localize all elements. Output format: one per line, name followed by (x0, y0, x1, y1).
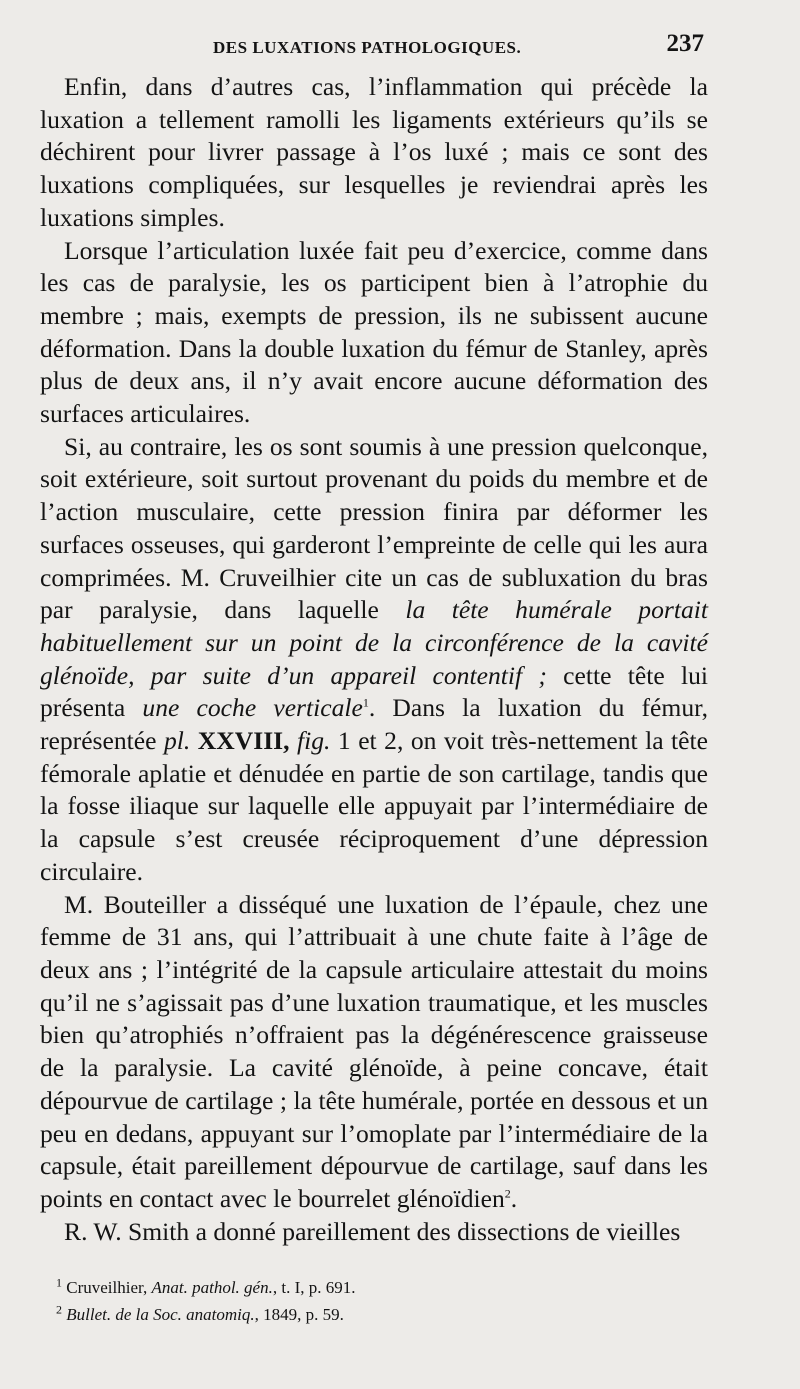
text-run: cette tête lui présenta (40, 660, 708, 723)
figure-label: fig. (297, 726, 331, 756)
paragraph-3 (40, 431, 708, 889)
body-text (40, 71, 708, 1248)
footnote-mark: 2 (56, 1302, 62, 1317)
footnote-1 (56, 1274, 706, 1301)
paragraph-4 (40, 889, 708, 1216)
footnotes (56, 1274, 706, 1328)
footnote-ref: , t. I, p. 691. (272, 1278, 356, 1297)
text-run: . (510, 1183, 518, 1213)
footnote-work: Bullet. de la Soc. anatomiq. (62, 1305, 255, 1324)
footnote-author: Cruveilhier, (62, 1278, 152, 1297)
footnote-2 (56, 1301, 706, 1328)
paragraph-1: Enfin, dans d’autres cas, l’inflammation qui précède la luxation a tellement ramolli les ligaments extérieurs qu’ils se déchirent pour livrer passage à l’os luxé ; mais ce sont des luxations compliquées, sur lesquelles je reviendrai après les luxations simples. (40, 72, 708, 232)
paragraph-2: Lorsque l’articulation luxée fait peu d’exercice, comme dans les cas de paralysie, les os participent bien à l’atrophie du membre ; mais, exempts de pression, ils ne subissent aucune déformation. Dans la double luxation du fémur de Stanley, après plus de deux ans, il n’y avait encore aucune déformation des surfaces articulaires. (40, 235, 708, 429)
paragraph-5: R. W. Smith a donné pareillement des dissections de vieilles (64, 1216, 681, 1246)
footnote-ref-1: 1 (362, 695, 369, 710)
running-head: DES LUXATIONS PATHOLOGIQUES. (213, 38, 522, 57)
text-run: M. Bouteiller a disséqué une luxation de l’épaule, chez une femme de 31 ans, qui l’attribuait à une chute faite à l’âge de deux ans ; l’intégrité de la capsule articulaire attestait du moins qu’il ne s’agissait pas d’une luxation traumatique, et les muscles bien qu’atrophiés n’offraient pas la dégénérescence graisseuse de la paralysie. La cavité glénoïde, à peine concave, était dépourvue de cartilage ; la tête humérale, portée en dessous et un peu en dedans, appuyant sur l’omoplate par l’intermédiaire de la capsule, était pareillement dépourvue de cartilage, sauf dans les points en contact avec le bourrelet glénoïdien (40, 889, 708, 1213)
page-header (0, 30, 800, 64)
italic-quote: une coche verticale (142, 693, 363, 723)
footnote-work: Anat. pathol. gén. (151, 1278, 273, 1297)
plate-label: pl. (164, 726, 191, 756)
footnote-mark: 1 (56, 1275, 62, 1290)
italic-quote: la tête humérale portait habituellement sur un point de la circonférence de la cavité glénoïde, par suite d’un appareil contentif ; (40, 595, 708, 690)
text-run: . Dans la luxation du fémur, représentée (40, 693, 709, 756)
text-run: Si, au contraire, les os sont soumis à une pression quelconque, soit extérieure, soit surtout provenant du poids du membre et de l’action musculaire, cette pression finira par déformer les surfaces osseuses, qui garderont l’empreinte de celle qui les aura comprimées. M. Cruveilhier cite un cas de subluxation du bras par paralysie, dans laquelle (40, 431, 708, 625)
footnote-ref-2: 2 (504, 1186, 511, 1201)
page-number: 237 (666, 30, 704, 57)
plate-number: XXVIII, (190, 726, 298, 756)
footnote-ref: , 1849, p. 59. (254, 1305, 344, 1324)
text-run: 1 et 2, on voit très-nettement la tête fémorale aplatie et dénudée en partie de son cartilage, tandis que la fosse iliaque sur laquelle elle appuyait par l’intermédiaire de la capsule s’est creusée réciproquement d’une dépression circulaire. (40, 726, 708, 886)
